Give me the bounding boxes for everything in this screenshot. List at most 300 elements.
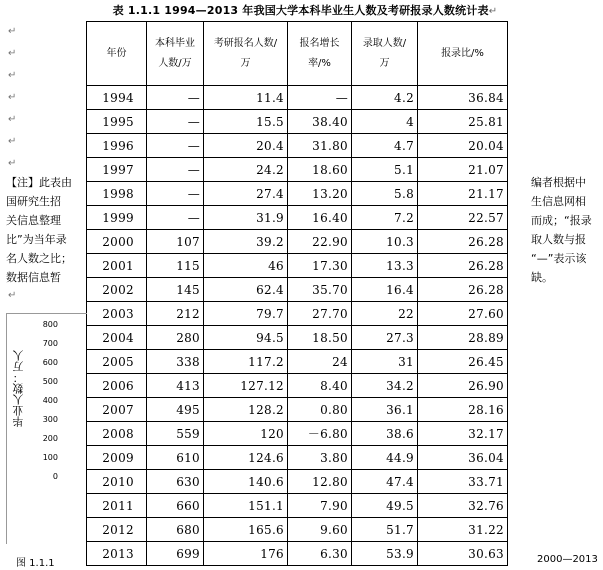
cell-year-text: 1995 [102, 114, 134, 129]
cell-graduates [147, 230, 204, 254]
cell-growth-rate-text: 31.80 [312, 138, 348, 153]
cell-ratio [418, 134, 508, 158]
cell-admitted-text: 49.5 [386, 498, 414, 513]
cell-ratio-text: 33.71 [468, 474, 504, 489]
cell-year-text: 1996 [102, 138, 134, 153]
cell-admitted [352, 470, 418, 494]
cell-applicants-text: 79.7 [256, 306, 284, 321]
cell-year [87, 206, 147, 230]
cell-year-text: 2000 [102, 234, 134, 249]
cell-ratio-text: 28.89 [468, 330, 504, 345]
cell-ratio [418, 398, 508, 422]
cell-year-text: 2002 [102, 282, 134, 297]
cell-ratio-text: 32.76 [468, 498, 504, 513]
paragraph-mark: ↵ [8, 70, 17, 81]
y-tick-label: 800 [42, 320, 58, 329]
cell-year-text: 2003 [102, 306, 134, 321]
cell-graduates [147, 86, 204, 110]
cell-applicants-text: 15.5 [256, 114, 284, 129]
cell-year-text: 2004 [102, 330, 134, 345]
cell-applicants-text: 24.2 [256, 162, 284, 177]
chart-y-axis-label: 毕业人数：万人 [12, 350, 25, 427]
note-left [6, 173, 76, 287]
cell-graduates [147, 374, 204, 398]
cell-applicants-text: 46 [268, 258, 284, 273]
note-right-line: 生信息网相 [531, 195, 586, 208]
cell-growth-rate [288, 302, 352, 326]
cell-graduates [147, 110, 204, 134]
cell-applicants [204, 542, 288, 566]
cell-admitted-text: 51.7 [386, 522, 414, 537]
cell-growth-rate [288, 494, 352, 518]
cell-admitted-text: 27.3 [386, 330, 414, 345]
stats-table [86, 21, 508, 566]
cell-ratio [418, 254, 508, 278]
cell-applicants [204, 110, 288, 134]
table-row [87, 518, 508, 542]
cell-growth-rate-text: 17.30 [312, 258, 348, 273]
cell-ratio [418, 374, 508, 398]
cell-year [87, 374, 147, 398]
cell-admitted [352, 398, 418, 422]
table-header-row [87, 22, 508, 86]
cell-admitted [352, 110, 418, 134]
note-left-line: 数据信息暂 [6, 271, 61, 284]
cell-growth-rate-text: 18.50 [312, 330, 348, 345]
cell-growth-rate [288, 182, 352, 206]
cell-admitted-text: 44.9 [386, 450, 414, 465]
cell-admitted-text: 34.2 [386, 378, 414, 393]
table-row [87, 182, 508, 206]
y-tick-label: 200 [42, 434, 58, 443]
y-tick-label: 300 [42, 415, 58, 424]
cell-applicants [204, 350, 288, 374]
cell-ratio-text: 20.04 [468, 138, 504, 153]
cell-admitted-text: 5.1 [394, 162, 414, 177]
cell-admitted-text: 10.3 [386, 234, 414, 249]
table-row [87, 134, 508, 158]
cell-year-text: 2009 [102, 450, 134, 465]
cell-year-text: 1994 [102, 90, 134, 105]
cell-graduates [147, 494, 204, 518]
cell-ratio-text: 27.60 [468, 306, 504, 321]
paragraph-mark: ↵ [8, 158, 17, 169]
cell-year-text: 2006 [102, 378, 134, 393]
paragraph-mark: ↵ [8, 290, 17, 301]
cell-year [87, 230, 147, 254]
cell-year [87, 398, 147, 422]
cell-ratio-text: 21.07 [468, 162, 504, 177]
cell-year-text: 2013 [102, 546, 134, 561]
cell-applicants-text: 127.12 [240, 378, 284, 393]
table-row [87, 398, 508, 422]
cell-ratio-text: 31.22 [468, 522, 504, 537]
note-right [531, 173, 603, 287]
cell-growth-rate-text: 7.90 [320, 498, 348, 513]
cell-growth-rate-text: 35.70 [312, 282, 348, 297]
cell-growth-rate [288, 326, 352, 350]
cell-admitted [352, 302, 418, 326]
cell-applicants-text: 151.1 [248, 498, 284, 513]
cell-year [87, 494, 147, 518]
year-range-caption: 2000—2013 [537, 554, 598, 565]
cell-year [87, 86, 147, 110]
note-right-line: “—”表示该 [531, 252, 587, 265]
cell-graduates [147, 326, 204, 350]
cell-applicants-text: 140.6 [248, 474, 284, 489]
cell-growth-rate-text: 16.40 [312, 210, 348, 225]
cell-year [87, 470, 147, 494]
note-right-line: 缺。 [531, 271, 553, 284]
y-tick-label: 100 [42, 453, 58, 462]
cell-admitted [352, 422, 418, 446]
cell-graduates-text: 680 [176, 522, 200, 537]
cell-year [87, 422, 147, 446]
y-tick-label: 600 [42, 358, 58, 367]
cell-growth-rate-text: 3.80 [320, 450, 348, 465]
cell-applicants-text: 94.5 [256, 330, 284, 345]
cell-ratio [418, 230, 508, 254]
y-tick-label: 500 [42, 377, 58, 386]
cell-growth-rate-text: 6.30 [320, 546, 348, 561]
cell-graduates [147, 350, 204, 374]
cell-applicants [204, 326, 288, 350]
cell-growth-rate-text: 0.80 [320, 402, 348, 417]
table-row [87, 206, 508, 230]
note-left-line: 国研究生招 [6, 195, 61, 208]
table-row [87, 542, 508, 566]
cell-graduates-text: — [187, 90, 200, 105]
cell-admitted [352, 254, 418, 278]
cell-applicants [204, 254, 288, 278]
cell-admitted [352, 518, 418, 542]
cell-graduates-text: 145 [176, 282, 200, 297]
cell-graduates-text: — [187, 210, 200, 225]
cell-ratio [418, 542, 508, 566]
cell-growth-rate [288, 278, 352, 302]
cell-graduates-text: — [187, 186, 200, 201]
cell-year [87, 110, 147, 134]
cell-year-text: 1998 [102, 186, 134, 201]
cell-ratio [418, 446, 508, 470]
cell-ratio [418, 206, 508, 230]
cell-admitted [352, 494, 418, 518]
cell-ratio [418, 110, 508, 134]
cell-graduates [147, 206, 204, 230]
cell-year-text: 2008 [102, 426, 134, 441]
y-tick-label: 700 [42, 339, 58, 348]
paragraph-mark: ↵ [8, 114, 17, 125]
cell-applicants-text: 128.2 [248, 402, 284, 417]
cell-growth-rate [288, 542, 352, 566]
cell-graduates [147, 254, 204, 278]
cell-ratio-text: 26.28 [468, 258, 504, 273]
cell-graduates-text: 115 [176, 258, 200, 273]
cell-admitted-text: 22 [398, 306, 414, 321]
cell-growth-rate [288, 230, 352, 254]
cell-ratio-text: 26.28 [468, 282, 504, 297]
cell-growth-rate-text: 9.60 [320, 522, 348, 537]
cell-growth-rate [288, 398, 352, 422]
cell-admitted [352, 86, 418, 110]
table-row [87, 446, 508, 470]
cell-year [87, 278, 147, 302]
cell-ratio [418, 470, 508, 494]
cell-admitted [352, 374, 418, 398]
cell-admitted [352, 326, 418, 350]
cell-ratio [418, 422, 508, 446]
note-left-line: 名人数之比； [6, 252, 72, 265]
cell-admitted [352, 230, 418, 254]
cell-year [87, 350, 147, 374]
cell-ratio [418, 494, 508, 518]
cell-graduates-text: 660 [176, 498, 200, 513]
cell-applicants-text: 27.4 [256, 186, 284, 201]
cell-year [87, 134, 147, 158]
header-graduates: 本科毕业人数/万 [147, 22, 204, 86]
cell-ratio-text: 32.17 [468, 426, 504, 441]
cell-ratio-text: 26.45 [468, 354, 504, 369]
cell-ratio-text: 26.90 [468, 378, 504, 393]
cell-applicants-text: 11.4 [256, 90, 284, 105]
cell-growth-rate [288, 374, 352, 398]
cell-growth-rate-text: — [335, 90, 348, 105]
cell-graduates-text: — [187, 114, 200, 129]
cell-year [87, 158, 147, 182]
cell-growth-rate-text: 22.90 [312, 234, 348, 249]
cell-growth-rate-text: 8.40 [320, 378, 348, 393]
cell-growth-rate-text: －6.80 [307, 427, 348, 441]
table-row [87, 326, 508, 350]
cell-graduates-text: 338 [176, 354, 200, 369]
cell-year [87, 518, 147, 542]
note-right-line: 编者根据中 [531, 176, 586, 189]
cell-growth-rate-text: 24 [332, 354, 348, 369]
cell-admitted [352, 182, 418, 206]
cell-admitted [352, 350, 418, 374]
y-tick-label: 400 [42, 396, 58, 405]
cell-year [87, 182, 147, 206]
cell-graduates-text: 280 [176, 330, 200, 345]
cell-year [87, 446, 147, 470]
cell-graduates [147, 182, 204, 206]
paragraph-mark: ↵ [8, 26, 17, 37]
cell-graduates-text: 212 [176, 306, 200, 321]
cell-applicants [204, 470, 288, 494]
cell-admitted-text: 38.6 [386, 426, 414, 441]
cell-graduates [147, 470, 204, 494]
cell-ratio-text: 26.28 [468, 234, 504, 249]
cell-admitted-text: 4.2 [394, 90, 414, 105]
cell-ratio-text: 21.17 [468, 186, 504, 201]
cell-year [87, 542, 147, 566]
cell-admitted-text: 4.7 [394, 138, 414, 153]
cell-admitted-text: 36.1 [386, 402, 414, 417]
cell-year [87, 326, 147, 350]
table-row [87, 422, 508, 446]
cell-year-text: 2001 [102, 258, 134, 273]
cell-graduates-text: 630 [176, 474, 200, 489]
cell-applicants-text: 120 [260, 426, 284, 441]
cell-applicants-text: 176 [260, 546, 284, 561]
table-row [87, 374, 508, 398]
cell-applicants [204, 134, 288, 158]
cell-growth-rate-text: 27.70 [312, 306, 348, 321]
cell-applicants-text: 31.9 [256, 210, 284, 225]
cell-graduates [147, 302, 204, 326]
cell-admitted-text: 53.9 [386, 546, 414, 561]
paragraph-mark: ↵ [488, 6, 498, 17]
cell-graduates-text: 413 [176, 378, 200, 393]
cell-applicants-text: 124.6 [248, 450, 284, 465]
cell-applicants [204, 302, 288, 326]
cell-applicants-text: 62.4 [256, 282, 284, 297]
cell-admitted-text: 5.8 [394, 186, 414, 201]
note-right-line: 而成；“报录 [531, 214, 592, 227]
header-admitted: 录取人数/万 [352, 22, 418, 86]
cell-applicants [204, 206, 288, 230]
y-tick-label: 0 [52, 472, 58, 481]
cell-year-text: 1999 [102, 210, 134, 225]
cell-applicants [204, 398, 288, 422]
cell-admitted [352, 542, 418, 566]
table-row [87, 254, 508, 278]
header-applicants: 考研报名人数/万 [204, 22, 288, 86]
cell-year-text: 2007 [102, 402, 134, 417]
cell-admitted-text: 31 [398, 354, 414, 369]
cell-ratio-text: 36.04 [468, 450, 504, 465]
cell-graduates [147, 542, 204, 566]
cell-applicants [204, 158, 288, 182]
figure-caption: 图 1.1.1 [16, 558, 55, 569]
table-row [87, 302, 508, 326]
cell-growth-rate-text: 18.60 [312, 162, 348, 177]
cell-applicants [204, 446, 288, 470]
cell-year-text: 2012 [102, 522, 134, 537]
cell-applicants [204, 494, 288, 518]
header-ratio: 报录比/% [418, 22, 508, 86]
cell-ratio-text: 25.81 [468, 114, 504, 129]
cell-admitted-text: 4 [406, 114, 414, 129]
cell-graduates-text: 699 [176, 546, 200, 561]
cell-year [87, 254, 147, 278]
cell-year-text: 2010 [102, 474, 134, 489]
cell-applicants-text: 39.2 [256, 234, 284, 249]
header-growth-rate: 报名增长率/% [288, 22, 352, 86]
cell-year-text: 1997 [102, 162, 134, 177]
note-left-line: 关信息整理 [6, 214, 61, 227]
cell-growth-rate [288, 134, 352, 158]
cell-ratio-text: 30.63 [468, 546, 504, 561]
table-row [87, 494, 508, 518]
cell-ratio [418, 302, 508, 326]
cell-growth-rate [288, 110, 352, 134]
cell-applicants-text: 20.4 [256, 138, 284, 153]
cell-growth-rate [288, 470, 352, 494]
cell-growth-rate [288, 86, 352, 110]
cell-admitted [352, 158, 418, 182]
note-left-line: 比”为当年录 [6, 233, 67, 246]
header-year: 年份 [87, 22, 147, 86]
cell-ratio [418, 182, 508, 206]
cell-growth-rate [288, 518, 352, 542]
cell-graduates [147, 518, 204, 542]
cell-applicants-text: 117.2 [248, 354, 284, 369]
note-right-line: 取人数与报 [531, 233, 586, 246]
cell-graduates [147, 158, 204, 182]
cell-ratio [418, 86, 508, 110]
cell-admitted-text: 16.4 [386, 282, 414, 297]
cell-growth-rate [288, 350, 352, 374]
cell-ratio [418, 326, 508, 350]
table-row [87, 230, 508, 254]
cell-graduates-text: 610 [176, 450, 200, 465]
cell-applicants [204, 422, 288, 446]
cell-year-text: 2005 [102, 354, 134, 369]
paragraph-mark: ↵ [8, 92, 17, 103]
cell-graduates-text: — [187, 162, 200, 177]
cell-graduates-text: 107 [176, 234, 200, 249]
cell-graduates [147, 398, 204, 422]
cell-graduates-text: 495 [176, 402, 200, 417]
cell-admitted-text: 7.2 [394, 210, 414, 225]
cell-growth-rate-text: 12.80 [312, 474, 348, 489]
cell-graduates [147, 278, 204, 302]
cell-applicants [204, 182, 288, 206]
cell-growth-rate [288, 254, 352, 278]
table-row [87, 278, 508, 302]
cell-growth-rate-text: 13.20 [312, 186, 348, 201]
cell-ratio [418, 518, 508, 542]
table-row [87, 470, 508, 494]
table-title [60, 2, 550, 18]
cell-growth-rate [288, 158, 352, 182]
cell-applicants [204, 86, 288, 110]
table-body [87, 86, 508, 566]
paragraph-mark: ↵ [8, 136, 17, 147]
cell-graduates [147, 422, 204, 446]
cell-applicants [204, 230, 288, 254]
cell-applicants-text: 165.6 [248, 522, 284, 537]
cell-graduates [147, 134, 204, 158]
cell-admitted [352, 278, 418, 302]
cell-graduates [147, 446, 204, 470]
note-left-line: 【注】此表由 [6, 176, 72, 189]
cell-applicants [204, 278, 288, 302]
cell-admitted-text: 13.3 [386, 258, 414, 273]
cell-applicants [204, 518, 288, 542]
cell-ratio-text: 28.16 [468, 402, 504, 417]
cell-ratio [418, 350, 508, 374]
cell-ratio [418, 278, 508, 302]
cell-applicants [204, 374, 288, 398]
table-title-text: 表 1.1.1 1994—2013 年我国大学本科毕业生人数及考研报录人数统计表 [112, 4, 489, 17]
cell-growth-rate [288, 422, 352, 446]
cell-graduates-text: — [187, 138, 200, 153]
cell-year [87, 302, 147, 326]
cell-admitted [352, 446, 418, 470]
cell-growth-rate [288, 446, 352, 470]
table-row [87, 86, 508, 110]
cell-year-text: 2011 [102, 498, 134, 513]
table-row [87, 158, 508, 182]
cell-admitted-text: 47.4 [386, 474, 414, 489]
cell-admitted [352, 206, 418, 230]
table-row [87, 110, 508, 134]
cell-ratio [418, 158, 508, 182]
cell-graduates-text: 559 [176, 426, 200, 441]
paragraph-mark: ↵ [8, 48, 17, 59]
